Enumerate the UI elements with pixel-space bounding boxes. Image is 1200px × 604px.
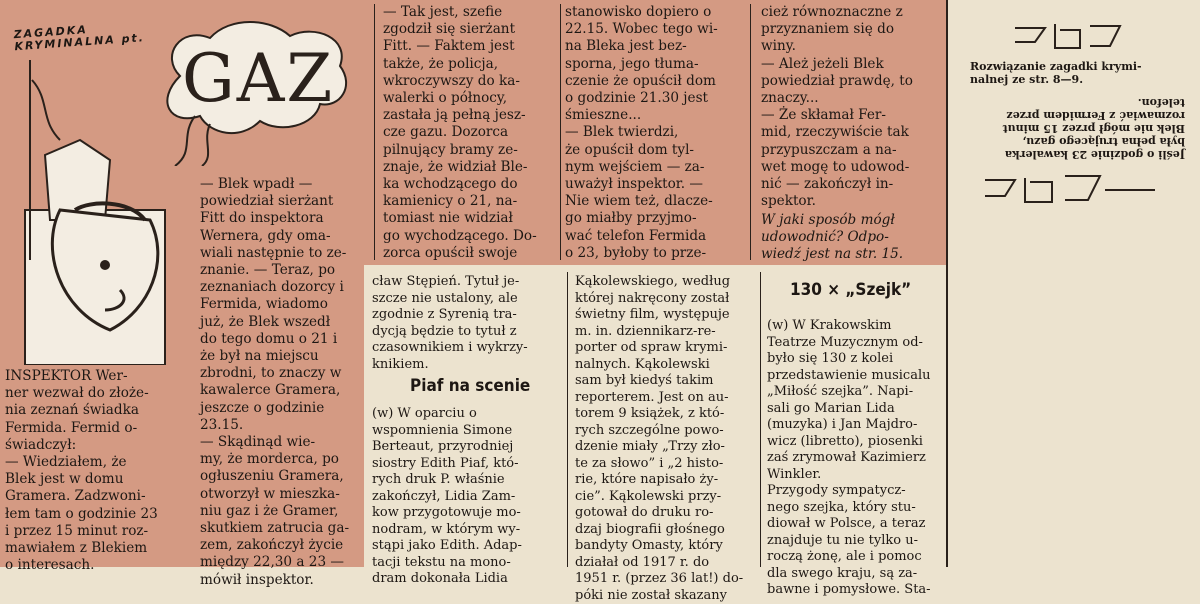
decorative-scribble-icon: [980, 170, 1160, 210]
column-rule: [560, 4, 561, 260]
column-rule: [750, 4, 751, 260]
inspector-illustration: [0, 60, 200, 365]
piaf-text: (w) W oparciu o wspomnienia Simone Berteaut, przyrodniej siostry Edith Piaf, któ- rych druk P. właśnie zakończył, Lidia Zam- kow przygotowuje mo- nodram, w którym wy- stąpi jako Edith. Adap- tacji tekstu na mono- dram dokonała Lidia: [372, 406, 522, 586]
story-column-3: — Tak jest, szefie zgodził się sierżant Fitt. — Faktem jest także, że policja, wkroczywszy do ka- walerki o północy, zastała ją pełną jesz- cze gazu. Dozorca pilnujący bramy ze- znaje, że widział Ble- ka wchodzącego do kamienicy o 21, na- tomiast nie widział go wychodzącego. Do- zorca opuścił swoje: [383, 4, 537, 261]
column-rule: [567, 272, 568, 567]
answer-inverted: Jeśli o godzinie 23 kawalerka była pełna trującego gazu, Blek nie mógł przez 15 minut rozmawiać z Fermidem przez telefon.: [1002, 96, 1185, 161]
column-rule: [374, 4, 375, 260]
story-column-5: cież równoznaczne z przyznaniem się do winy. — Ależ jeżeli Blek powiedział prawdę, to znaczy... — Że skłamał Fer- mid, rzeczywiście tak przypuszczam a na- wet mogę to udowod- nić — zakończył in- spektor.: [761, 4, 913, 210]
decorative-scribble-icon: [1010, 18, 1130, 54]
story-column-2: — Blek wpadł — powiedział sierżant Fitt do inspektora Wernera, gdy oma- wiali następnie to ze- znanie. — Teraz, po zeznaniach dozorcy i Fermida, wiadomo już, że Blek wszedł do tego domu o 21 i że był na miejscu zbrodni, to znaczy w kawalerce Gramera, jeszcze o godzinie 23.15. — Skądinąd wie- my, że morderca, po ogłuszeniu Gramera, otworzył w mieszka- niu gaz i że Gramer, skutkiem zatrucia ga- zem, zakończył życie między 22,30 a 23 — mówił inspektor.: [200, 176, 350, 588]
story-column-4: stanowisko dopiero o 22.15. Wobec tego wi- na Bleka jest bez- sporna, jego tłuma- czenie że opuścił dom o godzinie 21.30 jest śmieszne... — Blek twierdzi, że opuścił dom tyl- nym wejściem — za- uważył inspektor. — Nie wiem też, dlacze- go miałby przyjmo- wać telefon Fermida o 23, byłoby to prze-: [565, 4, 718, 261]
story-question: W jaki sposób mógł udowodnić? Odpo- wiedź jest na str. 15.: [761, 212, 904, 263]
story-title: GAZ: [182, 40, 335, 117]
szejk-headline: 130 × „Szejk”: [790, 280, 912, 300]
story-column-1: INSPEKTOR Wer- ner wezwał do złoże- nia zeznań świadka Fermida. Fermid o- świadczył: — Wiedziałem, że Blek jest w domu Gramera. Zadzwoni- łem tam o godzinie 23 i przez 15 minut roz- mawiałem z Blekiem o interesach.: [5, 368, 158, 574]
story-kicker: ZAGADKA KRYMINALNA pt.: [13, 23, 146, 54]
szejk-text: (w) W Krakowskim Teatrze Muzycznym od- było się 130 z kolei przedstawienie musicalu „Miłość szejka”. Napi- sali go Marian Lida (muzyka) i Jan Majdro- wicz (libretto), piosenki zaś zrymował Kazimierz Winkler. Przygody sympatycz- nego szejka, który stu- diował w Polsce, a teraz znajduje tu nie tylko u- roczą żonę, ale i pomoc dla swego kraju, są za- bawne i pomysłowe. Sta-: [767, 318, 931, 597]
side-divider: [946, 0, 948, 567]
answer-box: [960, 0, 1190, 230]
column-rule: [760, 272, 761, 567]
news-text-a1: cław Stępień. Tytuł je- szcze nie ustalony, ale zgodnie z Syrenią tra- dycją będzie to tytuł z czasownikiem i wykrzy- knikiem.: [372, 274, 528, 372]
piaf-headline: Piaf na scenie: [410, 376, 531, 396]
news-text-a2: Kąkolewskiego, według której nakręcony został świetny film, występuje m. in. dziennikarz-re- porter od spraw krymi- nalnych. Kąkolewski sam był kiedyś takim reporterem. Jest on au- torem 9 książek, z któ- rych szczególne powo- dzenie miały „Trzy zło- te za słowo” i „2 histo- rie, które napisało ży- cie”. Kąkolewski przy- gotował do druku ro- dzaj biografii głośnego bandyty Omasty, który działał od 1917 r. do 1951 r. (przez 36 lat!) do- póki nie został skazany: [575, 274, 744, 603]
answer-intro: Rozwiązanie zagadki krymi- nalnej ze str. 8—9.: [970, 60, 1142, 86]
